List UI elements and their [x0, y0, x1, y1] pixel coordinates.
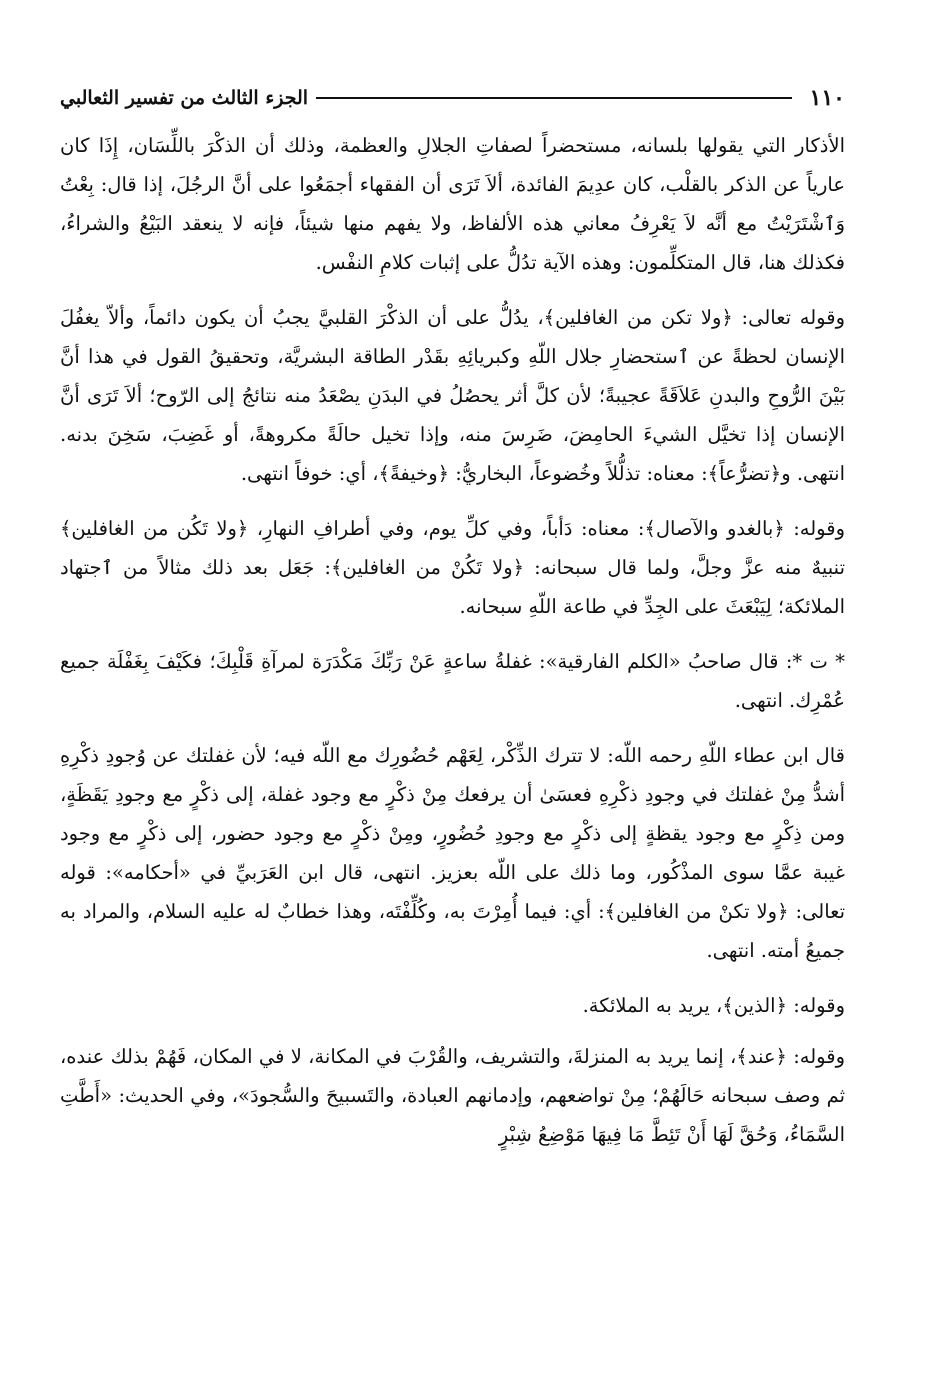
page-body: [60, 126, 845, 1154]
paragraph: وقوله: ﴿بالغدو والآصال﴾: معناه: دَأباً، وفي كلِّ يوم، وفي أطرافِ النهارِ، ﴿ولا تَكُن من الغافلين﴾ تنبيهٌ منه عزَّ وجلَّ، ولما قال سبحانه: ﴿ولا تَكُنْ من الغافلين﴾: جَعَل بعد ذلك مثالاً من ٱجتهاد الملائكة؛ لِيَبْعَثَ على الجِدِّ في طاعة اللّهِ سبحانه.: [60, 517, 845, 618]
book-page: [60, 78, 845, 1363]
paragraph: وقوله: ﴿الذين﴾، يريد به الملائكة.: [582, 994, 845, 1017]
paragraph: قال ابن عطاء اللّهِ رحمه اللّه: لا تترك الذِّكْر، لِعَهْم حُضُورِك مع اللّه فيه؛ لأن غفلتك عن وُجودِ ذكْرِهِ أشدُّ مِنْ غفلتك في وجودِ ذكْرِهِ فعسَىٰ أن يرفعك مِنْ ذكْرٍ مع وجود غفلة، إلى ذكْرٍ مع وجودِ يَقَظَةٍ، ومن ذِكْرٍ مع وجود يقظةٍ إلى ذكْرٍ مع وجودِ حُضُورٍ، ومِنْ ذكْرٍ مع وجود حضور، إلى ذكْرٍ مع وجود غيبة عمَّا سوى المذْكُور، وما ذلك على اللّه بعزيز. انتهى، قال ابن العَرَبيِّ في «أحكامه»: قوله تعالى: ﴿ولا تكنْ من الغافلين﴾: أي: فيما أُمِرْتَ به، وكُلِّفْتَه، وهذا خطابٌ له عليه السلام، والمراد به جميعُ أمته. انتهى.: [60, 744, 845, 962]
paragraph: وقوله تعالى: ﴿ولا تكن من الغافلين﴾، يدُلُّ على أن الذكْرَ القلبيَّ يجبُ أن يكون دائماً، وألاّ يغفُلَ الإنسان لحظةً عن ٱستحضارِ جلال اللّهِ وكبريائِهِ بقَدْر الطاقة البشريَّة، وتحقيقُ القول في هذا أنَّ بَيْنَ الرُّوحِ والبدنِ عَلاَقَةً عجيبةً؛ لأن كلَّ أثر يحصُلُ في البدَنِ يصْعَدُ منه نتائجُ إلى الرّوح؛ ألاَ تَرَى أنَّ الإنسان إذا تخيَّل الشيءَ الحامِضَ، ضَرِسَ منه، وإذا تخيل حالَةً مكروهةً، أو غَضِبَ، سَخِنَ بدنه. انتهى. و﴿تضرُّعاً﴾: معناه: تذلُّلاً وخُضوعاً، البخاريُّ: ﴿وخيفةً﴾، أي: خوفاً انتهى.: [60, 306, 845, 485]
header-rule: [316, 97, 791, 99]
paragraph: وقوله: ﴿عند﴾، إنما يريد به المنزلةَ، والتشريف، والقُرْبَ في المكانة، لا في المكان، فَهُمْ بذلك عنده، ثم وصف سبحانه حَالَهُمْ؛ مِنْ تواضعهم، وإدمانهم العبادة، والتَسبيحَ والسُّجودَ»، وفي الحديث: «أَطَّتِ السَّمَاءُ، وَحُقَّ لَهَا أَنْ تَئِطَّ مَا فِيهَا مَوْضِعُ شِبْرٍ: [60, 1045, 845, 1146]
running-title: الجزء الثالث من تفسير الثعالبي: [60, 87, 309, 109]
page-header: [60, 78, 845, 118]
paragraph: الأذكار التي يقولها بلسانه، مستحضراً لصفاتِ الجلالِ والعظمة، وذلك أن الذكْرَ باللِّسَان، إِذَا كان عارياً عن الذكر بالقلْب، كان عدِيمَ الفائدة، ألاَ تَرَى أن الفقهاء أجمَعُوا على أنَّ الرجُلَ، إذا قال: بِعْتُ وَٱشْتَرَيْتُ مع أنَّه لاَ يَعْرِفُ معاني هذه الألفاظ، ولا يفهم منها شيئاً، فإنه لا ينعقد البَيْعُ والشراءُ، فكذلك هنا، قال المتكلِّمون: وهذه الآية تدُلُّ على إثبات كلامِ النفْس.: [60, 134, 845, 274]
paragraph: * ت *: قال صاحبُ «الكلم الفارقية»: غفلةُ ساعةٍ عَنْ رَبِّكَ مَكْدَرَة لمرآةِ قَلْبِكَ؛ فكَيْفَ بِغَفْلَة جميع عُمْرِك. انتهى.: [60, 650, 845, 712]
page-number: ١١٠: [809, 85, 845, 111]
